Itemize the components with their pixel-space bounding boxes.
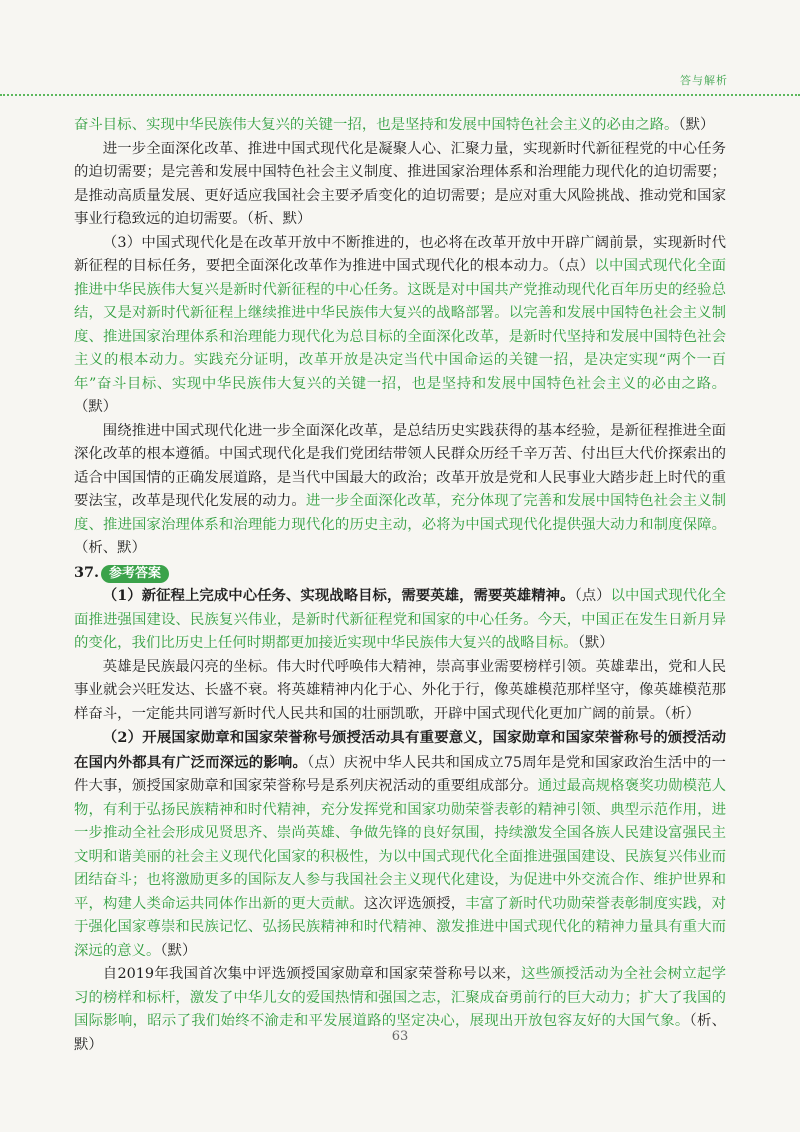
body-text: （点） (574, 588, 611, 604)
body-text: 自2019年我国首次集中评选颁授国家勋章和国家荣誉称号以来， (102, 966, 521, 982)
highlighted-text: 这些颁授活动为全社会树立起学习的榜样和标杆，激发了中华儿女的爱国热情和强国之志，汇聚成奋勇前行的巨大动力；扩大了我国的国际影响，昭示了我们始终不渝走和平发展道路的坚定决心，展现出开放包容友好的大国气象。 (74, 966, 726, 1029)
paragraph (74, 656, 726, 727)
body-text: （默） (160, 942, 197, 959)
header-dotted-rule (0, 94, 800, 96)
highlighted-text: 丰富了新时代功勋荣誉表彰制度实践，对于强化国家尊崇和民族记忆、弘扬民族精神和时代精神、激发推进中国式现代化的精神力量具有重大而深远的意义。 (74, 895, 726, 959)
paragraph (74, 114, 726, 138)
body-text: 围绕推进中国式现代化进一步全面深化改革，是总结历史实践获得的基本经验，是新征程推进全面深化改革的根本遵循。中国式现代化是我们党团结带领人民群众历经千辛万苦、付出巨大代价探索出的适合中国国情的正确发展道路，是当代中国最大的政治；改革开放是党和人民事业大踏步赶上时代的重要法宝，改革是现代化发展的动力。 (74, 422, 726, 509)
highlighted-text: 进一步全面深化改革，充分体现了完善和发展中国特色社会主义制度、推进国家治理体系和治理能力现代化的历史主动，必将为中国式现代化提供强大动力和制度保障。 (74, 493, 726, 533)
body-text: （析、默） (74, 540, 146, 556)
body-text: （默） (678, 117, 715, 133)
body-text: （默） (577, 635, 614, 651)
header-label: 答与解析 (680, 74, 728, 87)
paragraph (74, 138, 726, 232)
body-text: （3）中国式现代化是在改革开放中不断推进的，也必将在改革开放中开辟广阔前景，实现新时代新征程的目标任务，要把全面深化改革作为推进中国式现代化的根本动力。（点） (74, 234, 726, 274)
highlighted-text: 以中国式现代化全面推进中华民族伟大复兴是新时代新征程的中心任务。这既是对中国共产党推动现代化百年历史的经验总结，又是对新时代新征程上继续推进中华民族伟大复兴的战略部署。以完善和发展中国特色社会主义制度、推进国家治理体系和治理能力现代化为总目标的全面深化改革，是新时代坚持和发展中国特色社会主义的根本动力。实践充分证明，改革开放是决定当代中国命运的关键一招，是决定实现“两个一百年”奋斗目标、实现中华民族伟大复兴的关键一招，也是坚持和发展中国特色社会主义的必由之路。 (74, 258, 726, 392)
body-text: （点）庆祝中华人民共和国成立75周年是党和国家政治生活中的一件大事，颁授国家勋章和国家荣誉称号是系列庆祝活动的重要组成部分。 (74, 754, 726, 794)
bold-point-text: （2）开展国家勋章和国家荣誉称号颁授活动具有重要意义，国家勋章和国家荣誉称号的颁授活动在国内外都具有广泛而深远的影响。 (74, 729, 726, 771)
answer-heading (74, 561, 726, 585)
page-number: 63 (391, 1029, 409, 1044)
body-text: （默） (74, 399, 118, 415)
highlighted-text: 通过最高规格褒奖功勋模范人物，有利于弘扬民族精神和时代精神，充分发挥党和国家功勋荣誉表彰的精神引领、典型示范作用，进一步推动全社会形成见贤思齐、崇尚英雄、争做先锋的良好氛围，持续激发全国各族人民建设富强民主文明和谐美丽的社会主义现代化国家的积极性，为以中国式现代化全面推进强国建设、民族复兴伟业而团结奋斗；也将激励更多的国际友人参与我国社会主义现代化建设，为促进中外交流合作、维护世界和平，构建人类命运共同体作出新的更大贡献。 (74, 778, 726, 912)
highlighted-text: 以中国式现代化全面推进强国建设、民族复兴伟业，是新时代新征程党和国家的中心任务。今天，中国正在发生日新月异的变化，我们比历史上任何时期都更加接近实现中华民族伟大复兴的战略目标。 (74, 588, 726, 651)
paragraph (74, 726, 726, 963)
question-number: 37. (74, 563, 100, 581)
reference-answer-badge: 参考答案 (101, 565, 169, 583)
body-text: 进一步全面深化改革、推进中国式现代化是凝聚人心、汇聚力量，实现新时代新征程党的中心任务的迫切需要；是完善和发展中国特色社会主义制度、推进国家治理体系和治理能力现代化的迫切需要；是推动高质量发展、更好适应我国社会主要矛盾变化的迫切需要；是应对重大风险挑战、推动党和国家事业行稳致远的迫切需要。（析、默） (74, 140, 726, 227)
paragraph (74, 420, 726, 561)
body-text: （析、默） (74, 1013, 726, 1053)
body-text: 这次评选颁授， (363, 895, 466, 912)
body-text: 英雄是民族最闪亮的坐标。伟大时代呼唤伟大精神，崇高事业需要榜样引领。英雄辈出，党和人民事业就会兴旺发达、长盛不衰。将英雄精神内化于心、外化于行，像英雄模范那样坚守，像英雄模范那样奋斗，一定能共同谱写新时代人民共和国的壮丽凯歌，开辟中国式现代化更加广阔的前景。（析） (74, 658, 726, 722)
answer-content (74, 114, 726, 1057)
paragraph (74, 232, 726, 420)
highlighted-text: 奋斗目标、实现中华民族伟大复兴的关键一招，也是坚持和发展中国特色社会主义的必由之路。 (74, 117, 679, 133)
bold-point-text: （1）新征程上完成中心任务、实现战略目标，需要英雄，需要英雄精神。 (102, 587, 575, 604)
paragraph (74, 584, 726, 656)
